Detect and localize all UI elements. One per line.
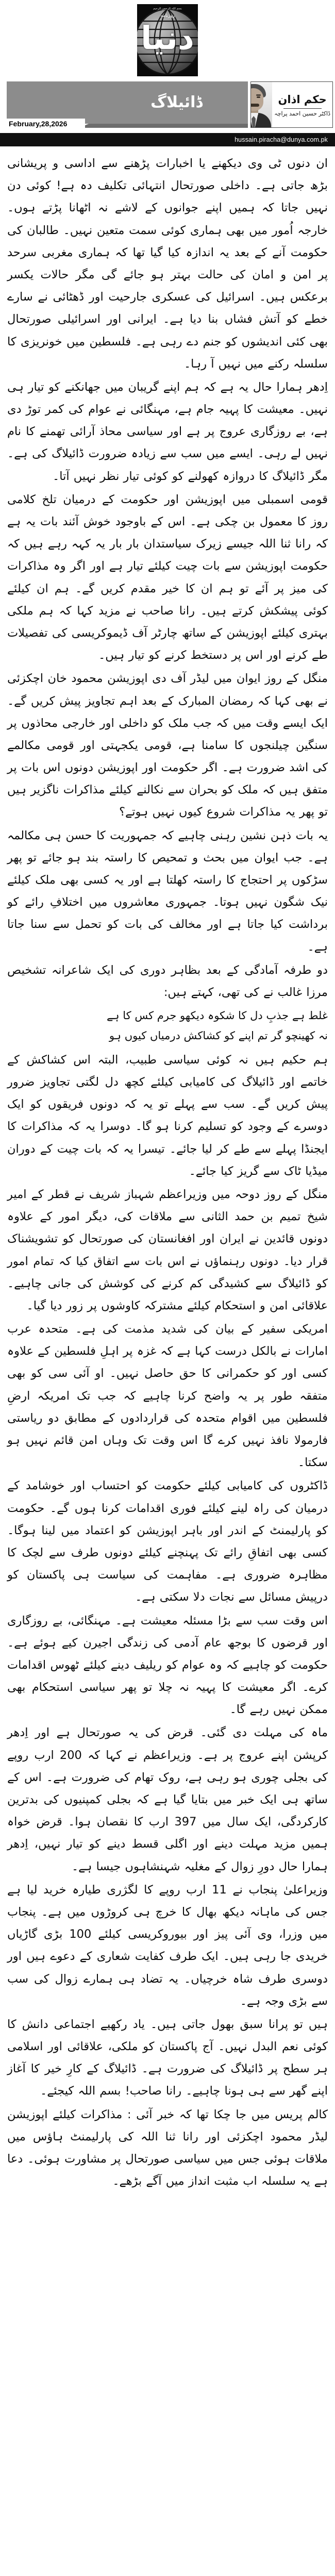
paragraph: امریکی سفیر کے بیان کی شدید مذمت کی ہے۔ متحدہ عرب امارات نے بالکل درست کہا ہے کہ غزہ پر اہلِ فلسطین کے علاوہ کسی اور کو حکمرانی کا حق حاصل نہیں۔ او آئی سی کو بھی متفقہ طور پر یہ واضح کرنا چاہیے کہ جب تک امریکہ ارضِ فلسطین میں اقوام متحدہ کی قراردادوں کے مطابق دو ریاستی فارمولا نافذ نہیں کرے گا اس وقت تک وہاں امن قائم نہیں ہو سکتا۔	[7, 1322, 328, 1470]
author-nameplate[interactable]	[250, 81, 333, 128]
avatar	[250, 82, 272, 127]
paragraph: اس وقت سب سے بڑا مسئلہ معیشت ہے۔ مہنگائی، بے روزگاری اور قرضوں کا بوجھ عام آدمی کی زندگی اجیرن کیے ہوئے ہے۔ حکومت کو چاہیے کہ وہ عوام کو ریلیف دینے کیلئے ٹھوس اقدامات کرے۔ اگر معیشت کا پہیہ نہ چلا تو پھر سیاسی استحکام بھی ممکن نہیں رہے گا۔	[7, 1614, 328, 1717]
verse-line: غلط ہے جذبِ دل کا شکوہ دیکھو جرم کس کا ہے	[106, 1009, 328, 1022]
paragraph: ہم حکیم ہیں نہ کوئی سیاسی طبیب، البتہ اس کشاکش کے خاتمے اور ڈائیلاگ کی کامیابی کیلئے کچھ دل لگتی تجاویز ضرور پیش کریں گے۔ سب سے پہلے تو یہ کہ دونوں فریقوں کو ایک دوسرے کے وجود کو تسلیم کرنا ہو گا۔ دوسرا یہ کہ مذاکرات کا ایجنڈا پہلے سے طے کر لیا جائے۔ تیسرا یہ کہ بات چیت کے دوران میڈیا ٹاک سے گریز کیا جائے۔	[7, 1053, 328, 1178]
email-bar	[0, 133, 335, 146]
divider	[283, 108, 322, 109]
verse-intro: دو طرفہ آمادگی کے بعد بظاہر دوری کی ایک شاعرانہ تشخیص مرزا غالب نے کی تھی، کہتے ہیں:	[7, 963, 328, 999]
paragraph: ان دنوں ٹی وی دیکھنے یا اخبارات پڑھنے سے اداسی و پریشانی بڑھ جاتی ہے۔ داخلی صورتحال انتہائی تکلیف دہ ہے! کوئی دن نہیں جاتا کہ ہمیں اپنے جوانوں کے لاشے نہ اٹھانا پڑتے ہوں۔ خارجہ اُمور میں بھی ہماری کوئی سمت متعین نہیں۔ طالبان کی حکومت آنے کے بعد یہ اندازہ کیا گیا تھا کہ ہماری مغربی سرحد پر امن و امان کی حالت بہتر ہو جائے گی مگر حالات یکسر برعکس ہیں۔ اسرائیل کی عسکری جارحیت اور ڈھٹائی نے سارے خطے کو آتش فشاں بنا دیا ہے۔ ایرانی اور اسرائیلی صورتحال بھی کئی اندیشوں کو جنم دے رہی ہے۔ فلسطین میں خونریزی کا سلسلہ رکنے میں نہیں آ رہا۔	[7, 157, 328, 371]
paragraph: منگل کے روز دوحہ میں وزیراعظم شہباز شریف نے قطر کے امیر شیخ تمیم بن حمد الثانی سے ملاقات کی، دیگر امور کے علاوہ دونوں قائدین نے ایران اور افغانستان کی صورتحال کو تشویشناک قرار دیا۔ دونوں رہنماؤں نے اس بات سے اتفاق کیا کہ تمام امور کو ڈائیلاگ سے کشیدگی کم کرنے کی کوشش کی جانی چاہیے۔ علاقائی امن و استحکام کیلئے مشترکہ کاوشوں پر زور دیا گیا۔	[7, 1187, 328, 1312]
poetry-couplet	[7, 1006, 328, 1046]
paper-name: دنیا	[141, 19, 194, 57]
paragraph: ماہ کی مہلت دی گئی۔ قرض کی یہ صورتحال ہے اور اِدھر کرپشن اپنے عروج پر ہے۔ وزیراعظم نے کہا کہ 200 ارب روپے کی بجلی چوری ہو رہی ہے، روک تھام کی ضرورت ہے۔ اس کے ساتھ ہی ایک خبر میں بتایا گیا ہے کہ بجلی کمپنیوں کی بدترین کارکردگی، ایک سال میں 397 ارب کا نقصان ہوا۔ قرض خواہ ہمیں مزید مہلت دینے اور اگلی قسط دینے کو تیار نہیں، اِدھر ہمارا حال دورِ زوال کے مغلیہ شہنشاہوں جیسا ہے۔	[7, 1726, 328, 1873]
author-column-name: حکم اذان	[278, 93, 327, 106]
paragraph: کالم پریس میں جا چکا تھا کہ خبر آئی : مذاکرات کیلئے اپوزیشن لیڈر محمود اچکزئی اور رانا ثنا اللہ کی پارلیمنٹ ہاؤس میں ملاقات ہوئی جس میں سیاسی صورتحال پر مشاورت ہوئی۔ دعا ہے یہ سلسلہ اب مثبت انداز میں آگے بڑھے۔	[7, 2107, 328, 2188]
publication-date: February,28,2026	[7, 119, 85, 129]
paragraph: وزیراعلیٰ پنجاب نے 11 ارب روپے کا لگژری طیارہ خرید لیا ہے جس کی ماہانہ دیکھ بھال کا خرچ ہی کروڑوں میں ہے۔ پنجاب میں وزرا، وی آئی پیز اور بیوروکریسی کیلئے 100 بڑی گاڑیاں خریدی جا رہی ہیں۔ ایک طرف کفایت شعاری کے دعوے ہیں اور دوسری طرف شاہ خرچیاں۔ یہ تضاد ہی ہمارے زوال کی سب سے بڑی وجہ ہے۔	[7, 1883, 328, 2008]
masthead	[0, 0, 335, 76]
paragraph: قومی اسمبلی میں اپوزیشن اور حکومت کے درمیان تلخ کلامی روز کا معمول بن چکی ہے۔ اس کے باوجود خوش آئند بات یہ ہے کہ رانا ثنا اللہ جیسے زیرک سیاستدان بار بار یہ کہہ رہے ہیں کہ حکومت اپوزیشن سے بات چیت کیلئے تیار ہے اور اگر وہ مذاکرات کی میز پر آئے تو ہم ان کا خیر مقدم کریں گے۔ ہم ان کیلئے کوئی پیشکش کرتے ہیں۔ رانا صاحب نے مزید کہا کہ ہم ملکی بہتری کیلئے اپوزیشن کے ساتھ چارٹر آف ڈیموکریسی کی تفصیلات طے کرنے اور اس پر دستخط کرنے کو تیار ہیں۔	[7, 492, 328, 662]
paragraph: ڈاکٹروں کی کامیابی کیلئے حکومت کو احتساب اور خوشامد کے درمیان کی راہ لینے کیلئے فوری اقدامات کرنا ہوں گے۔ حکومت کو پارلیمنٹ کے اندر اور باہر اپوزیشن کو اعتماد میں لینا ہوگا۔ کسی بھی اتفاقِ رائے تک پہنچنے کیلئے دونوں طرف سے لچک کا مظاہرہ ضروری ہے۔ مفاہمت کی سیاست ہی پاکستان کو درپیش مسائل سے نجات دلا سکتی ہے۔	[7, 1479, 328, 1604]
bismillah-text: بسم اللہ الرحمن الرحیم	[153, 7, 182, 10]
paragraph: یہ بات ذہن نشین رہنی چاہیے کہ جمہوریت کا حسن ہی مکالمہ ہے۔ جب ایوان میں بحث و تمحیص کا راستہ بند ہو جائے تو پھر سڑکوں پر احتجاج کا راستہ کھلتا ہے اور یہ کسی بھی ملک کیلئے نیک شگون نہیں ہوتا۔ جمہوری معاشروں میں اختلافِ رائے کو برداشت کیا جاتا ہے اور مخالف کی بات کو تحمل سے سنا جاتا ہے۔	[7, 828, 328, 954]
column-header	[0, 81, 335, 133]
article-body	[0, 146, 335, 2206]
author-text-block	[272, 82, 332, 127]
paragraph: ہیں تو پرانا سبق بھول جاتی ہیں۔ یاد رکھیے اجتماعی دانش کا کوئی نعم البدل نہیں۔ آج پاکستان کو ملکی، علاقائی اور اسلامی ہر سطح پر ڈائیلاگ کی ضرورت ہے۔ ڈائیلاگ کے کارِ خیر کا آغاز اپنے گھر سے ہی ہونا چاہیے۔ رانا صاحب! بسم اللہ کیجئے۔	[7, 2017, 328, 2098]
verse-line: نہ کھینچو گر تم اپنے کو کشاکش درمیاں کیوں ہو	[109, 1029, 328, 1042]
dunya-logo[interactable]	[137, 4, 198, 76]
paragraph: منگل کے روز ایوان میں لیڈر آف دی اپوزیشن محمود خان اچکزئی نے بھی کہا کہ رمضان المبارک کے بعد اہم تجاویز پیش کریں گے۔ ایک ایسے وقت میں کہ جب ملک کو داخلی اور خارجی محاذوں پر سنگین چیلنجوں کا سامنا ہے، قومی یکجہتی اور قومی مکالمے کی اشد ضرورت ہے۔ اگر حکومت اور اپوزیشن دونوں اس بات پر متفق ہیں کہ ملک کو بحران سے نکالنے کیلئے مذاکرات ناگزیر ہیں تو پھر یہ مذاکرات شروع کیوں نہیں ہوتے؟	[7, 672, 328, 819]
paragraph: اِدھر ہمارا حال یہ ہے کہ ہم اپنے گریبان میں جھانکنے کو تیار ہی نہیں۔ معیشت کا پہیہ جام ہے، مہنگائی نے عوام کی کمر توڑ دی ہے، بے روزگاری عروج پر ہے اور سیاسی محاذ آرائی تھمنے کا نام نہیں لے رہی۔ ایسے میں سب سے زیادہ ضرورت ڈائیلاگ کی ہے۔ مگر ڈائیلاگ کا دروازہ کھولنے کو کوئی تیار نظر نہیں آتا۔	[7, 380, 328, 483]
paper-kicker: روزنامہ	[160, 13, 175, 19]
page-title: ڈائیلاگ	[150, 93, 203, 111]
author-name: ڈاکٹر حسین احمد پراچہ	[274, 110, 330, 117]
author-email[interactable]: hussain.piracha@dunya.com.pk	[234, 136, 328, 143]
